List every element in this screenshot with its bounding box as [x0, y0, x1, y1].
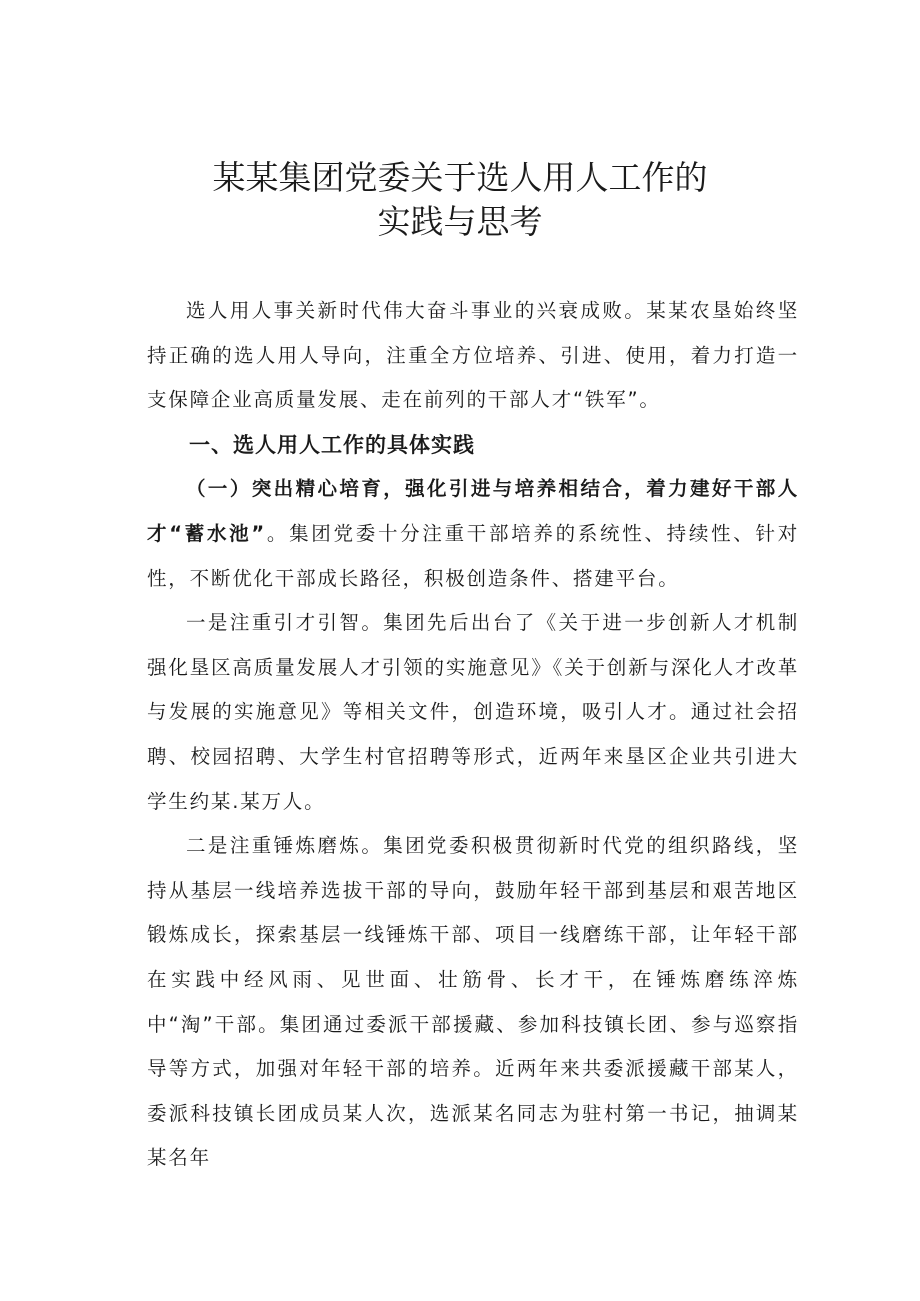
document-title-line-2: 实践与思考	[377, 202, 543, 241]
paragraph-yishi: 一是注重引才引智。集团先后出台了《关于进一步创新人才机制强化垦区高质量发展人才引领的实施意见》《关于创新与深化人才改革与发展的实施意见》等相关文件，创造环境，吸引人才。通过社会招聘、校园招聘、大学生村官招聘等形式，近两年来垦区企业共引进大学生约某.某万人。	[147, 611, 799, 813]
document-title-line-1: 某某集团党委关于选人用人工作的	[212, 158, 708, 197]
document-body	[147, 289, 799, 1181]
paragraph-ershi: 二是注重锤炼磨炼。集团党委积极贯彻新时代党的组织路线，坚持从基层一线培养选拔干部的导向，鼓励年轻干部到基层和艰苦地区锻炼成长，探索基层一线锤炼干部、项目一线磨练干部，让年轻干部在实践中经风雨、见世面、壮筋骨、长才干，在锤炼磨练淬炼中“淘”干部。集团通过委派干部援藏、参加科技镇长团、参与巡察指导等方式，加强对年轻干部的培养。近两年来共委派援藏干部某人，委派科技镇长团成员某人次，选派某名同志为驻村第一书记，抽调某某名年	[147, 834, 799, 1170]
subsection-1-text: 。集团党委十分注重干部培养的系统性、持续性、针对性，不断优化干部成长路径，积极创造条件、搭建平台。	[147, 521, 799, 590]
intro-paragraph: 选人用人事关新时代伟大奋斗事业的兴衰成败。某某农垦始终坚持正确的选人用人导向，注重全方位培养、引进、使用，着力打造一支保障企业高质量发展、走在前列的干部人才“铁军”。	[147, 299, 799, 412]
subsection-1-paragraph	[147, 467, 799, 601]
section-heading-1: 一、选人用人工作的具体实践	[189, 432, 475, 457]
subsection-1-heading: （一）突出精心培育，强化引进与培养相结合，着力建好干部人才“蓄水池”	[147, 477, 799, 545]
